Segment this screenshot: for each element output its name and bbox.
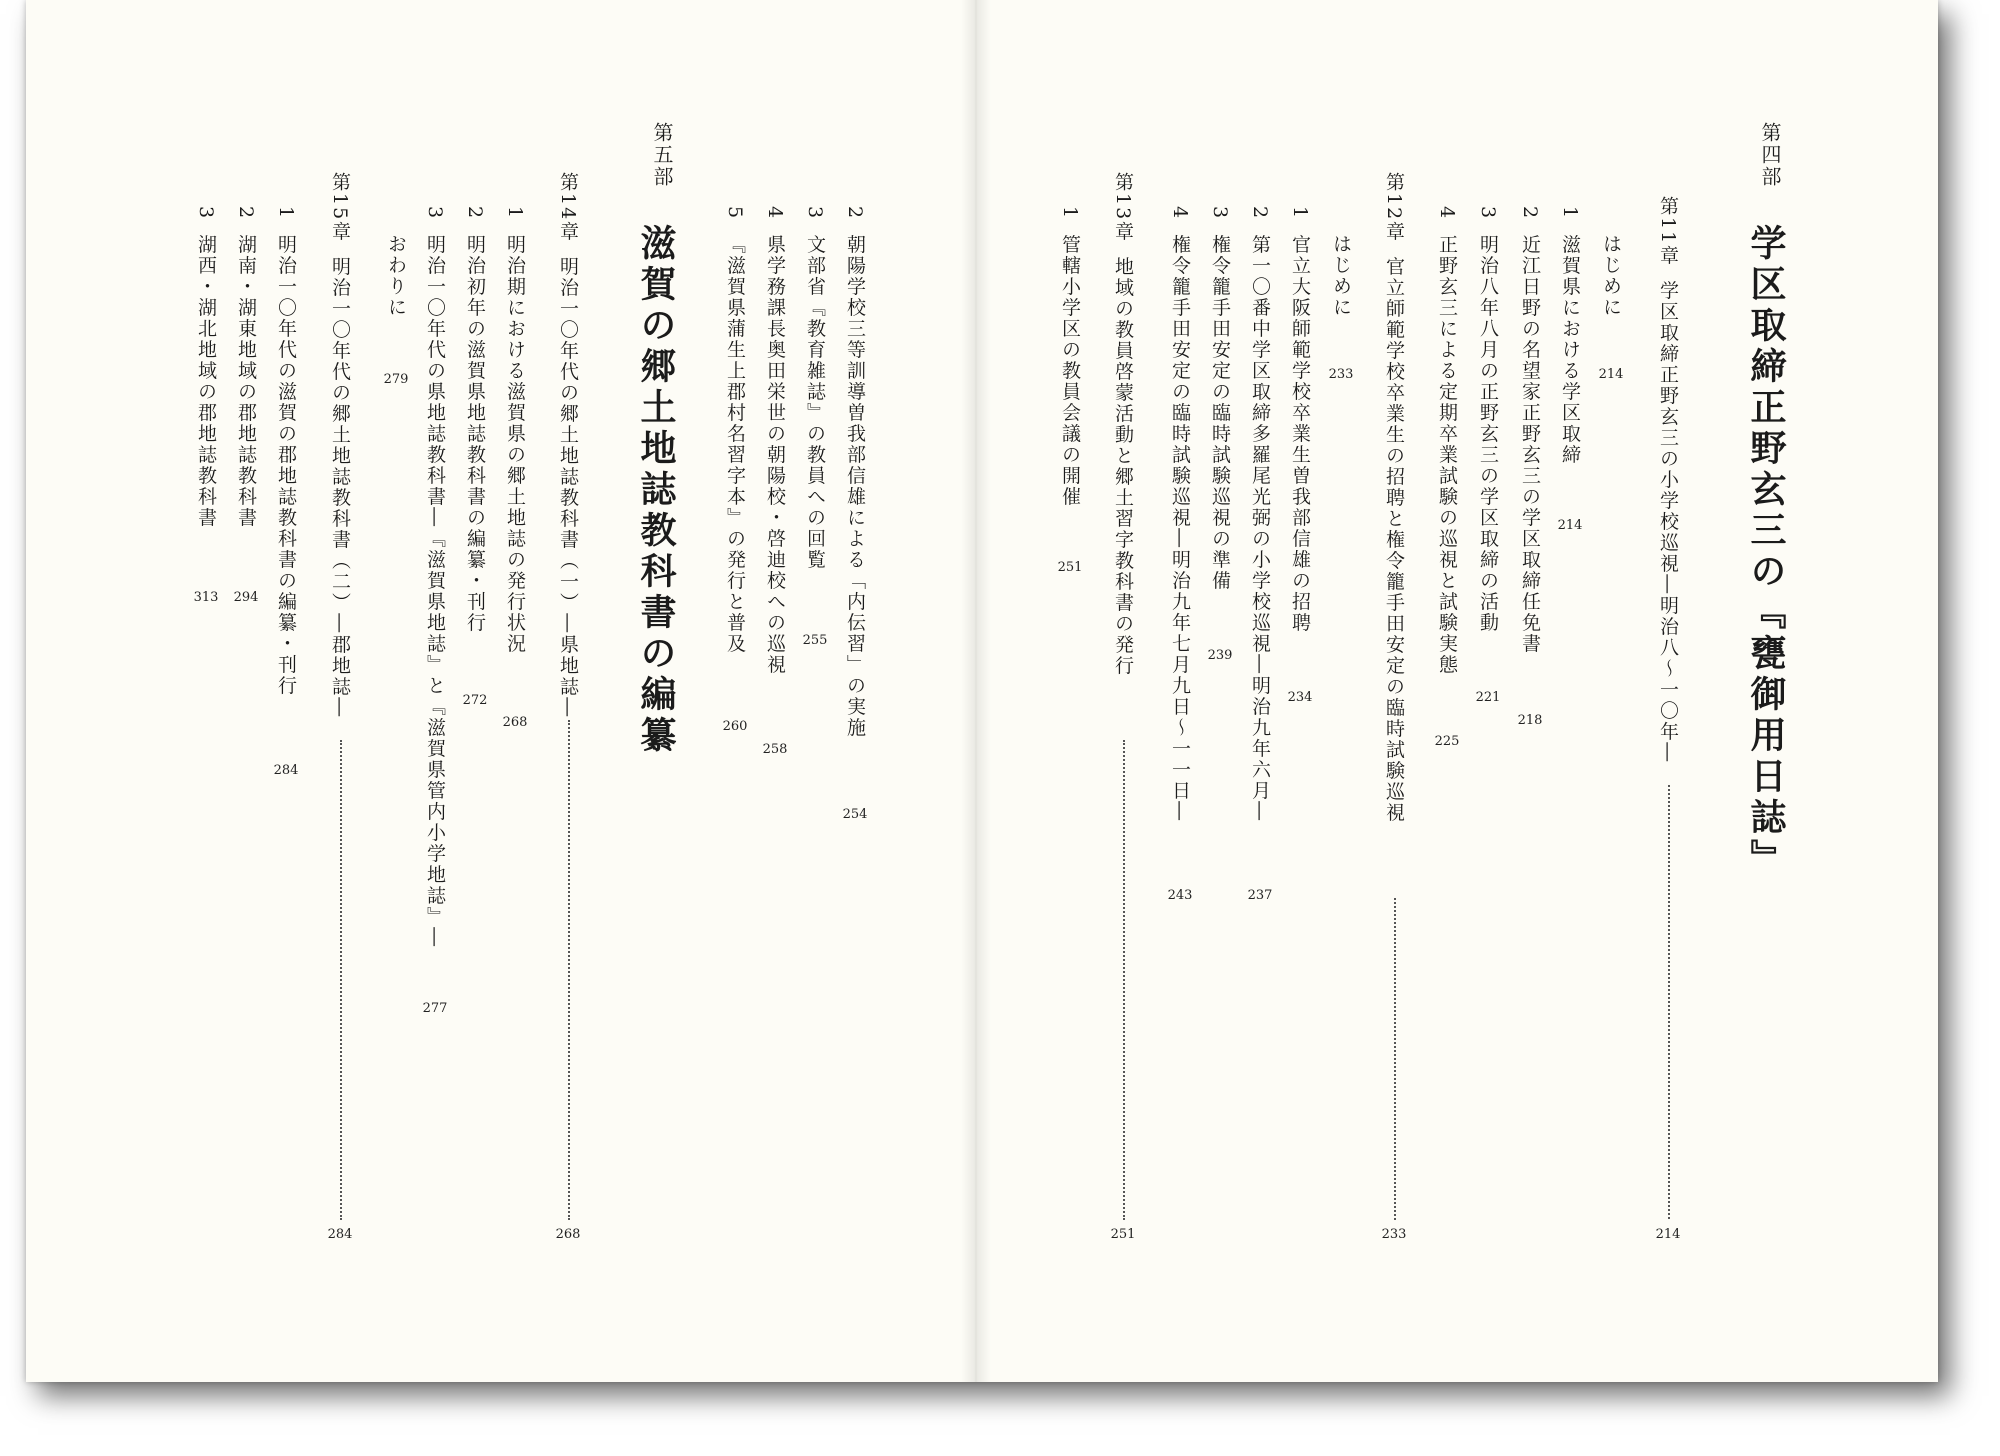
- ch12-item-4[interactable]: 4権令籠手田安定の臨時試験巡視―明治九年七月九日～一一日―: [1169, 206, 1191, 823]
- ch11-item-3[interactable]: 3明治八年八月の正野玄三の学区取締の活動: [1477, 206, 1499, 634]
- ch15-item-3-page[interactable]: 313: [193, 590, 219, 605]
- chapter-14-label: 第14章: [557, 172, 579, 243]
- ch13-item-5[interactable]: 5『滋賀県蒲生上郡村名習字本』の発行と普及: [724, 206, 746, 655]
- ch12-item-1[interactable]: 1官立大阪師範学校卒業生曽我部信雄の招聘: [1289, 206, 1311, 634]
- chapter-14-page[interactable]: 268: [555, 1227, 581, 1242]
- chapter-15-label: 第15章: [329, 172, 351, 243]
- chapter-11-label: 第11章: [1657, 196, 1679, 267]
- chapter-12-heading[interactable]: [1384, 172, 1403, 823]
- ch11-intro-page[interactable]: 214: [1598, 367, 1624, 382]
- part5-label: 第五部: [650, 122, 674, 188]
- ch11-item-2-page[interactable]: 218: [1517, 713, 1543, 728]
- chapter-11-title: 学区取締正野玄三の小学校巡視―明治八～一〇年―: [1657, 280, 1679, 764]
- ch11-item-4[interactable]: 4正野玄三による定期卒業試験の巡視と試験実態: [1436, 206, 1458, 676]
- ch14-item-2-page[interactable]: 272: [462, 693, 488, 708]
- ch14-item-3-page[interactable]: 277: [422, 1001, 448, 1016]
- ch11-item-2[interactable]: 2近江日野の名望家正野玄三の学区取締任免書: [1519, 206, 1541, 655]
- ch14-item-1-page[interactable]: 268: [502, 715, 528, 730]
- chapter-14-title: 明治一〇年代の郷土地誌教科書（一）―県地誌―: [557, 256, 579, 719]
- ch13-item-3-page[interactable]: 255: [802, 633, 828, 648]
- ch12-item-3-page[interactable]: 239: [1207, 648, 1233, 663]
- ch13-item-4[interactable]: 4県学務課長奥田栄世の朝陽校・啓迪校への巡視: [764, 206, 786, 676]
- ch15-item-1-page[interactable]: 284: [273, 763, 299, 778]
- ch15-item-3[interactable]: 3湖西・湖北地域の郡地誌教科書: [195, 206, 217, 529]
- chapter-12-title: 官立師範学校卒業生の招聘と権令籠手田安定の臨時試験巡視: [1383, 256, 1405, 824]
- chapter-15-heading[interactable]: [330, 172, 349, 718]
- ch11-item-1[interactable]: 1滋賀県における学区取締: [1559, 206, 1581, 466]
- ch12-item-3[interactable]: 3権令籠手田安定の臨時試験巡視の準備: [1209, 206, 1231, 592]
- chapter-14-leader: [568, 720, 570, 1220]
- chapter-13-title: 地域の教員啓蒙活動と郷土習字教科書の発行: [1112, 256, 1134, 677]
- chapter-13-heading[interactable]: [1113, 172, 1132, 676]
- chapter-14-heading[interactable]: [558, 172, 577, 718]
- part4-title: 学区取締正野玄三の『甕御用日誌』: [1745, 224, 1787, 880]
- book-gutter: [961, 0, 991, 1382]
- ch12-item-4-page[interactable]: 243: [1167, 888, 1193, 903]
- ch13-item-5-page[interactable]: 260: [722, 719, 748, 734]
- ch12-intro-title[interactable]: はじめに: [1330, 234, 1352, 318]
- ch13-item-3[interactable]: 3文部省『教育雑誌』の教員への回覧: [804, 206, 826, 571]
- ch13-item-1[interactable]: 1管轄小学区の教員会議の開催: [1059, 206, 1081, 508]
- chapter-12-label: 第12章: [1383, 172, 1405, 243]
- ch14-item-1[interactable]: 1明治期における滋賀県の郷土地誌の発行状況: [504, 206, 526, 655]
- ch13-item-2-page[interactable]: 254: [842, 807, 868, 822]
- ch14-item-3[interactable]: 3明治一〇年代の県地誌教科書―『滋賀県地誌』と『滋賀県管内小学地誌』―: [424, 206, 446, 949]
- ch11-item-1-page[interactable]: 214: [1557, 518, 1583, 533]
- chapter-12-page[interactable]: 233: [1381, 1227, 1407, 1242]
- chapter-12-leader: [1394, 898, 1396, 1220]
- ch14-outro-page[interactable]: 279: [383, 372, 409, 387]
- ch11-item-4-page[interactable]: 225: [1434, 734, 1460, 749]
- chapter-15-title: 明治一〇年代の郷土地誌教科書（二）―郡地誌―: [329, 256, 351, 719]
- chapter-13-label: 第13章: [1112, 172, 1134, 243]
- part5-title: 滋賀の郷土地誌教科書の編纂: [635, 224, 677, 757]
- ch14-outro-title[interactable]: おわりに: [385, 234, 407, 318]
- chapter-11-leader: [1668, 785, 1670, 1219]
- ch13-item-1-page[interactable]: 251: [1057, 560, 1083, 575]
- ch13-item-2[interactable]: 2朝陽学校三等訓導曽我部信雄による「内伝習」の実施: [844, 206, 866, 739]
- ch12-intro-page[interactable]: 233: [1328, 367, 1354, 382]
- ch11-item-3-page[interactable]: 221: [1475, 690, 1501, 705]
- ch11-intro-title[interactable]: はじめに: [1600, 234, 1622, 318]
- ch15-item-1[interactable]: 1明治一〇年代の滋賀の郡地誌教科書の編纂・刊行: [275, 206, 297, 697]
- chapter-15-leader: [340, 740, 342, 1220]
- chapter-11-page[interactable]: 214: [1655, 1227, 1681, 1242]
- ch15-item-2[interactable]: 2湖南・湖東地域の郡地誌教科書: [235, 206, 257, 529]
- ch15-item-2-page[interactable]: 294: [233, 590, 259, 605]
- ch12-item-1-page[interactable]: 234: [1287, 690, 1313, 705]
- chapter-13-page[interactable]: 251: [1110, 1227, 1136, 1242]
- ch13-item-4-page[interactable]: 258: [762, 742, 788, 757]
- chapter-11-heading[interactable]: [1658, 196, 1677, 763]
- chapter-15-page[interactable]: 284: [327, 1227, 353, 1242]
- ch12-item-2-page[interactable]: 237: [1247, 888, 1273, 903]
- chapter-13-leader: [1123, 740, 1125, 1220]
- ch12-item-2[interactable]: 2第一〇番中学区取締多羅尾光弼の小学校巡視―明治九年六月―: [1249, 206, 1271, 823]
- part4-label: 第四部: [1758, 122, 1782, 188]
- ch14-item-2[interactable]: 2明治初年の滋賀県地誌教科書の編纂・刊行: [464, 206, 486, 634]
